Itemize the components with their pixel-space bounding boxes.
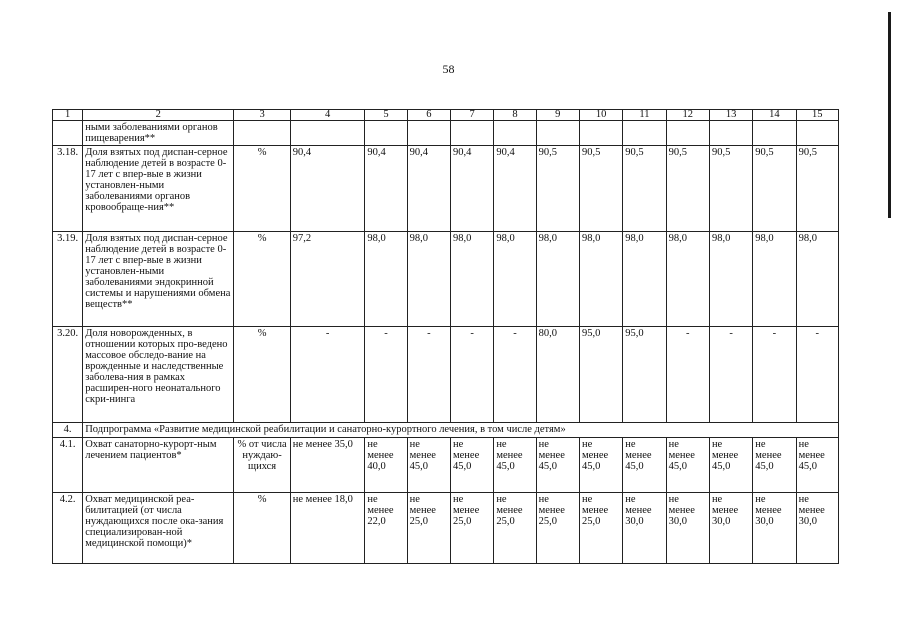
indicator-name: Охват санаторно-курорт-ным лечением пациентов* — [83, 438, 234, 493]
value-cell: не менее 30,0 — [796, 493, 838, 564]
value-cell: не менее 30,0 — [753, 493, 796, 564]
col-header: 2 — [83, 110, 234, 121]
value-cell: не менее 25,0 — [579, 493, 622, 564]
table-row — [53, 146, 839, 232]
col-header: 13 — [709, 110, 752, 121]
value-cell: 90,4 — [407, 146, 450, 232]
indicator-name: Охват медицинской реа-билитацией (от числа нуждающихся после ока-зания специализирован-ной медицинской помощи)* — [83, 493, 234, 564]
value-cell — [365, 121, 407, 146]
col-header: 12 — [666, 110, 709, 121]
value-cell: 98,0 — [753, 232, 796, 327]
value-cell: 98,0 — [623, 232, 666, 327]
col-header: 1 — [53, 110, 83, 121]
unit-cell: % — [234, 493, 290, 564]
col-header: 7 — [450, 110, 493, 121]
page-number: 58 — [442, 62, 455, 76]
value-cell: 90,5 — [623, 146, 666, 232]
value-cell: 90,5 — [709, 146, 752, 232]
value-cell: не менее 25,0 — [407, 493, 450, 564]
value-cell — [494, 121, 536, 146]
value-cell: 98,0 — [666, 232, 709, 327]
table-row — [53, 121, 839, 146]
value-cell — [536, 121, 579, 146]
value-cell: - — [450, 327, 493, 423]
value-cell: не менее 25,0 — [536, 493, 579, 564]
value-cell: не менее 45,0 — [579, 438, 622, 493]
value-cell: не менее 30,0 — [709, 493, 752, 564]
value-cell: 98,0 — [365, 232, 407, 327]
value-cell: 90,4 — [450, 146, 493, 232]
value-cell: 95,0 — [579, 327, 622, 423]
value-cell: не менее 25,0 — [494, 493, 536, 564]
value-cell — [450, 121, 493, 146]
indicator-name: Доля взятых под диспан-серное наблюдение детей в возрасте 0-17 лет с впер-вые в жизни установлен-ными заболеваниями органов кровообраще-ния** — [83, 146, 234, 232]
unit-cell: % от числа нуждаю-щихся — [234, 438, 290, 493]
value-cell: не менее 25,0 — [450, 493, 493, 564]
value-cell: не менее 45,0 — [623, 438, 666, 493]
section-row — [53, 423, 839, 438]
indicator-name: ными заболеваниями органов пищеварения** — [83, 121, 234, 146]
value-cell: 98,0 — [407, 232, 450, 327]
value-cell — [753, 121, 796, 146]
value-cell: не менее 45,0 — [796, 438, 838, 493]
col-header: 11 — [623, 110, 666, 121]
value-cell: 98,0 — [494, 232, 536, 327]
value-cell: - — [407, 327, 450, 423]
value-cell: не менее 30,0 — [666, 493, 709, 564]
value-cell: 90,5 — [666, 146, 709, 232]
col-header: 5 — [365, 110, 407, 121]
value-cell: - — [796, 327, 838, 423]
value-cell — [579, 121, 622, 146]
table-row — [53, 438, 839, 493]
col-header: 10 — [579, 110, 622, 121]
value-cell: не менее 18,0 — [290, 493, 365, 564]
value-cell: не менее 45,0 — [494, 438, 536, 493]
col-header: 4 — [290, 110, 365, 121]
value-cell — [666, 121, 709, 146]
value-cell: - — [290, 327, 365, 423]
section-title: Подпрограмма «Развитие медицинской реабилитации и санаторно-курортного лечения, в том числе детям» — [83, 423, 839, 438]
row-number: 3.18. — [53, 146, 83, 232]
value-cell: 90,5 — [536, 146, 579, 232]
value-cell: 90,4 — [365, 146, 407, 232]
row-number: 4.2. — [53, 493, 83, 564]
value-cell: 98,0 — [450, 232, 493, 327]
row-number — [53, 121, 83, 146]
row-number: 3.20. — [53, 327, 83, 423]
value-cell: 90,4 — [290, 146, 365, 232]
value-cell: - — [365, 327, 407, 423]
value-cell: 98,0 — [796, 232, 838, 327]
table-row — [53, 327, 839, 423]
value-cell: - — [666, 327, 709, 423]
col-header: 3 — [234, 110, 290, 121]
table-row — [53, 232, 839, 327]
column-number-row — [53, 110, 839, 121]
value-cell — [709, 121, 752, 146]
col-header: 8 — [494, 110, 536, 121]
value-cell: 98,0 — [709, 232, 752, 327]
value-cell — [623, 121, 666, 146]
value-cell: 98,0 — [536, 232, 579, 327]
value-cell: 90,5 — [579, 146, 622, 232]
col-header: 15 — [796, 110, 838, 121]
value-cell — [796, 121, 838, 146]
value-cell: 90,5 — [796, 146, 838, 232]
unit-cell: % — [234, 146, 290, 232]
value-cell: не менее 22,0 — [365, 493, 407, 564]
indicator-name: Доля новорожденных, в отношении которых про-ведено массовое обследо-вание на врожденные и наследственные заболева-ния в рамках расширен-ного неонатального скри-нинга — [83, 327, 234, 423]
col-header: 9 — [536, 110, 579, 121]
row-number: 4.1. — [53, 438, 83, 493]
value-cell: 98,0 — [579, 232, 622, 327]
indicators-table — [52, 109, 839, 564]
section-number: 4. — [53, 423, 83, 438]
value-cell: не менее 45,0 — [666, 438, 709, 493]
value-cell: 80,0 — [536, 327, 579, 423]
unit-cell — [234, 121, 290, 146]
value-cell: 90,4 — [494, 146, 536, 232]
value-cell: не менее 30,0 — [623, 493, 666, 564]
value-cell: 95,0 — [623, 327, 666, 423]
value-cell: не менее 45,0 — [753, 438, 796, 493]
value-cell — [290, 121, 365, 146]
col-header: 14 — [753, 110, 796, 121]
value-cell: 90,5 — [753, 146, 796, 232]
value-cell: не менее 45,0 — [450, 438, 493, 493]
indicator-name: Доля взятых под диспан-серное наблюдение детей в возрасте 0-17 лет с впер-вые в жизни установлен-ными заболеваниями эндокринной системы и нарушениями обмена веществ** — [83, 232, 234, 327]
value-cell: не менее 45,0 — [709, 438, 752, 493]
value-cell: - — [709, 327, 752, 423]
table-row — [53, 493, 839, 564]
value-cell: не менее 45,0 — [407, 438, 450, 493]
value-cell: не менее 45,0 — [536, 438, 579, 493]
value-cell: - — [753, 327, 796, 423]
row-number: 3.19. — [53, 232, 83, 327]
col-header: 6 — [407, 110, 450, 121]
value-cell: - — [494, 327, 536, 423]
unit-cell: % — [234, 327, 290, 423]
unit-cell: % — [234, 232, 290, 327]
value-cell: 97,2 — [290, 232, 365, 327]
value-cell: не менее 40,0 — [365, 438, 407, 493]
value-cell: не менее 35,0 — [290, 438, 365, 493]
value-cell — [407, 121, 450, 146]
page-edge-bar — [888, 12, 891, 218]
